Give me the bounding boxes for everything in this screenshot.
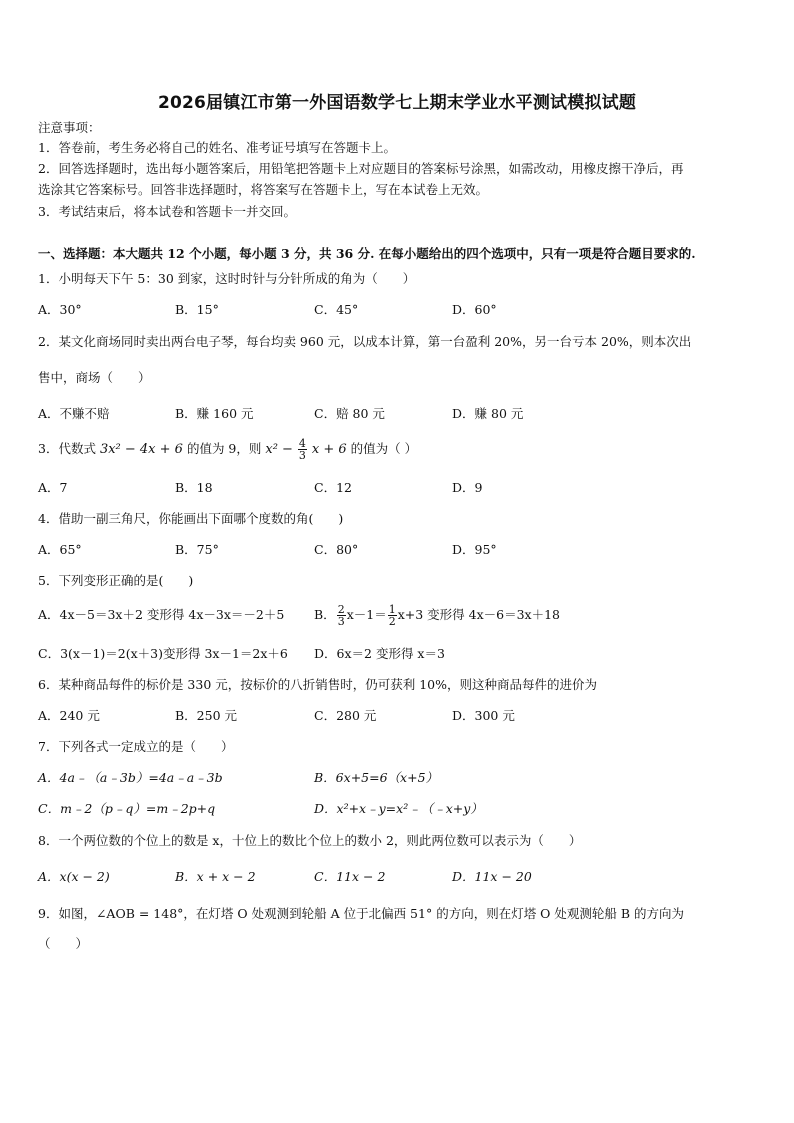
q3-fraction-numerator: 4 — [298, 437, 306, 450]
question-2-stem-cont: 售中，商场（ ） — [38, 370, 151, 385]
notice-header: 注意事项： — [38, 120, 101, 135]
option-c: C．80° — [314, 542, 359, 557]
question-5-stem: 5．下列变形正确的是( ) — [38, 573, 194, 588]
option-c: C．11x − 2 — [314, 869, 386, 884]
q3-mid: 的值为 9，则 — [186, 441, 262, 456]
option-b: B．75° — [175, 542, 219, 557]
option-a: A．4x－5＝3x＋2 变形得 4x－3x＝－2＋5 — [38, 607, 285, 622]
option-b-fraction-2 — [388, 604, 397, 627]
q3-expression-1: 3x² − 4x + 6 — [99, 442, 183, 457]
q3-post: 的值为（ ） — [350, 441, 418, 456]
option-a: A．7 — [38, 480, 68, 495]
option-b-mid: x－1＝ — [346, 607, 387, 622]
option-c: C．45° — [314, 302, 359, 317]
question-7-stem: 7．下列各式一定成立的是（ ） — [38, 739, 234, 754]
option-d: D．赚 80 元 — [452, 406, 524, 421]
q3-expression-2a: x² − — [265, 442, 293, 457]
option-a: A．4a﹣（a﹣3b）=4a﹣a﹣3b — [38, 770, 223, 785]
q3-fraction-denominator: 3 — [298, 449, 306, 462]
option-d: D．6x＝2 变形得 x＝3 — [314, 646, 445, 661]
question-6-stem: 6．某种商品每件的标价是 330 元，按标价的八折销售时，仍可获利 10%，则这种商品每件的进价为 — [38, 677, 598, 692]
notice-item-1: 1．答卷前，考生务必将自己的姓名、准考证号填写在答题卡上。 — [38, 140, 396, 155]
question-9-stem: 9．如图，∠AOB = 148°，在灯塔 O 处观测到轮船 A 位于北偏西 51° 的方向，则在灯塔 O 处观测轮船 B 的方向为 — [38, 906, 685, 921]
option-c: C．3(x－1)＝2(x＋3)变形得 3x－1＝2x＋6 — [38, 646, 288, 661]
option-d: D．x²+x﹣y=x²﹣（﹣x+y） — [314, 801, 483, 816]
option-d: D．300 元 — [452, 708, 515, 723]
option-b: B．18 — [175, 480, 213, 495]
notice-item-2: 2．回答选择题时，选出每小题答案后，用铅笔把答题卡上对应题目的答案标号涂黑，如需改动，用橡皮擦干净后，再 — [38, 161, 684, 176]
question-3-stem — [38, 438, 756, 461]
option-c: C．赔 80 元 — [314, 406, 385, 421]
question-4-stem: 4．借助一副三角尺，你能画出下面哪个度数的角( ) — [38, 511, 344, 526]
option-b-label: B． — [314, 607, 336, 622]
question-8-stem: 8．一个两位数的个位上的数是 x，十位上的数比个位上的数小 2，则此两位数可以表示为（ ） — [38, 833, 582, 848]
option-b-post: x+3 变形得 4x－6＝3x＋18 — [397, 607, 560, 622]
option-b: B．6x+5=6（x+5） — [314, 770, 439, 785]
question-1-stem: 1．小明每天下午 5：30 到家，这时时针与分针所成的角为（ ） — [38, 271, 416, 286]
option-a: A．不赚不赔 — [38, 406, 110, 421]
fraction-denominator: 2 — [388, 615, 396, 628]
option-a: A．240 元 — [38, 708, 100, 723]
option-b: B．赚 160 元 — [175, 406, 254, 421]
option-d: D．11x − 20 — [452, 869, 532, 884]
option-c: C．280 元 — [314, 708, 377, 723]
option-a: A．65° — [38, 542, 82, 557]
q3-fraction — [298, 438, 307, 461]
option-b: B．15° — [175, 302, 219, 317]
q3-expression-2b: x + 6 — [311, 442, 347, 457]
question-9-stem-cont: （ ） — [38, 936, 89, 951]
exam-title: 2026届镇江市第一外国语数学七上期末学业水平测试模拟试题 — [157, 93, 637, 113]
option-a: A．x(x − 2) — [38, 869, 110, 884]
fraction-denominator: 3 — [337, 615, 345, 628]
option-b: B．x + x − 2 — [175, 869, 256, 884]
option-d: D．9 — [452, 480, 483, 495]
option-b-fraction-1 — [337, 604, 346, 627]
q3-pre: 3．代数式 — [38, 441, 96, 456]
option-b — [314, 602, 560, 628]
option-d: D．95° — [452, 542, 497, 557]
option-c: C．m﹣2（p﹣q）=m﹣2p+q — [38, 801, 216, 816]
notice-item-3: 3．考试结束后，将本试卷和答题卡一并交回。 — [38, 204, 296, 219]
option-b: B．250 元 — [175, 708, 238, 723]
option-a: A．30° — [38, 302, 82, 317]
option-d: D．60° — [452, 302, 497, 317]
fraction-numerator: 2 — [337, 603, 345, 616]
notice-item-2-cont: 选涂其它答案标号。回答非选择题时，将答案写在答题卡上，写在本试卷上无效。 — [38, 182, 489, 197]
question-2-stem: 2．某文化商场同时卖出两台电子琴，每台均卖 960 元，以成本计算，第一台盈利 20%，另一台亏本 20%，则本次出 — [38, 334, 692, 349]
fraction-numerator: 1 — [388, 603, 396, 616]
option-c: C．12 — [314, 480, 352, 495]
section-1-header: 一、选择题：本大题共 12 个小题，每小题 3 分，共 36 分. 在每小题给出的四个选项中，只有一项是符合题目要求的. — [38, 246, 696, 261]
